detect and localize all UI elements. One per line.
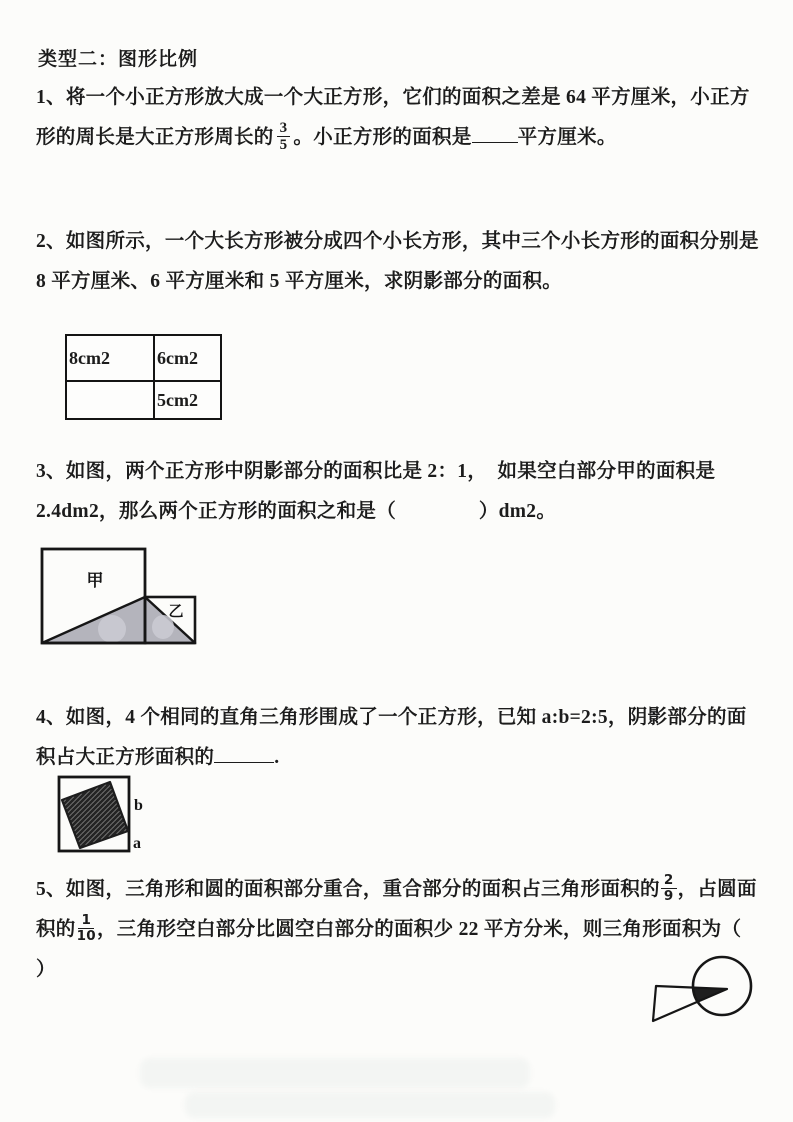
question-2 [36,222,765,302]
fraction-denominator: 5 [279,137,288,154]
question-1-text-post: 平方厘米。 [517,127,617,148]
question-5-text-mid: ，占圆面积的 [36,879,757,940]
bleedthrough-artifact [185,1092,555,1118]
rect-cell-6cm2: 6cm2 [155,336,220,382]
question-4 [36,698,762,778]
answer-blank-underline [214,744,274,763]
fraction-2-9 [661,873,677,903]
figure-divided-rectangle [65,334,222,420]
question-5-text-pre: 5、如图，三角形和圆的面积部分重合，重合部分的面积占三角形面积的 [36,879,660,900]
fraction-denominator: 10 [76,928,96,945]
fraction-denominator: 9 [663,888,674,905]
label-yi: 乙 [168,604,184,620]
rect-cell-5cm2: 5cm2 [157,389,198,410]
fraction-3-5 [277,120,291,153]
fraction-numerator: 2 [661,873,677,889]
question-5-text-post: ，三角形空白部分比圆空白部分的面积少 22 平方分米，则三角形面积为（ ） [36,919,773,980]
fraction-1-10 [77,913,96,943]
question-3-text: 3、如图，两个正方形中阴影部分的面积比是 2：1， 如果空白部分甲的面积是 2.4dm2，那么两个正方形的面积之和是（ ）dm2。 [36,461,721,522]
label-b: b [134,797,143,814]
inner-square-hatched [62,782,128,848]
fraction-numerator: 3 [277,120,291,137]
question-4-text-pre: 4、如图，4 个相同的直角三角形围成了一个正方形，已知 a:b=2:5，阴影部分的面积占大正方形面积的 [36,707,747,768]
rect-cell-shaded-unknown [67,382,155,418]
question-4-text-post: . [274,747,280,768]
answer-blank-underline [472,124,518,143]
figure-triangle-circle-overlap [638,950,768,1040]
question-1-text-mid: 。小正方形的面积是 [293,127,472,148]
section-title: 类型二：图形比例 [38,49,199,70]
circle-outline [693,957,751,1015]
figure-two-squares-shaded [37,543,201,649]
label-a: a [133,835,141,852]
bleedthrough-artifact [140,1058,530,1088]
question-1 [36,78,762,158]
label-jia: 甲 [86,571,104,590]
scan-blotch [98,615,126,643]
question-2-text: 2、如图所示，一个大长方形被分成四个小长方形，其中三个小长方形的面积分别是 8 平方厘米、6 平方厘米和 5 平方厘米，求阴影部分的面积。 [36,231,765,292]
rect-cell-8cm2: 8cm2 [67,336,155,382]
question-3 [36,452,762,532]
figure-square-in-square [53,770,153,858]
question-1-text-pre: 1、将一个小正方形放大成一个大正方形，它们的面积之差是 64 平方厘米，小正方形的周长是大正方形周长的 [36,87,750,148]
fraction-numerator: 1 [78,913,94,929]
